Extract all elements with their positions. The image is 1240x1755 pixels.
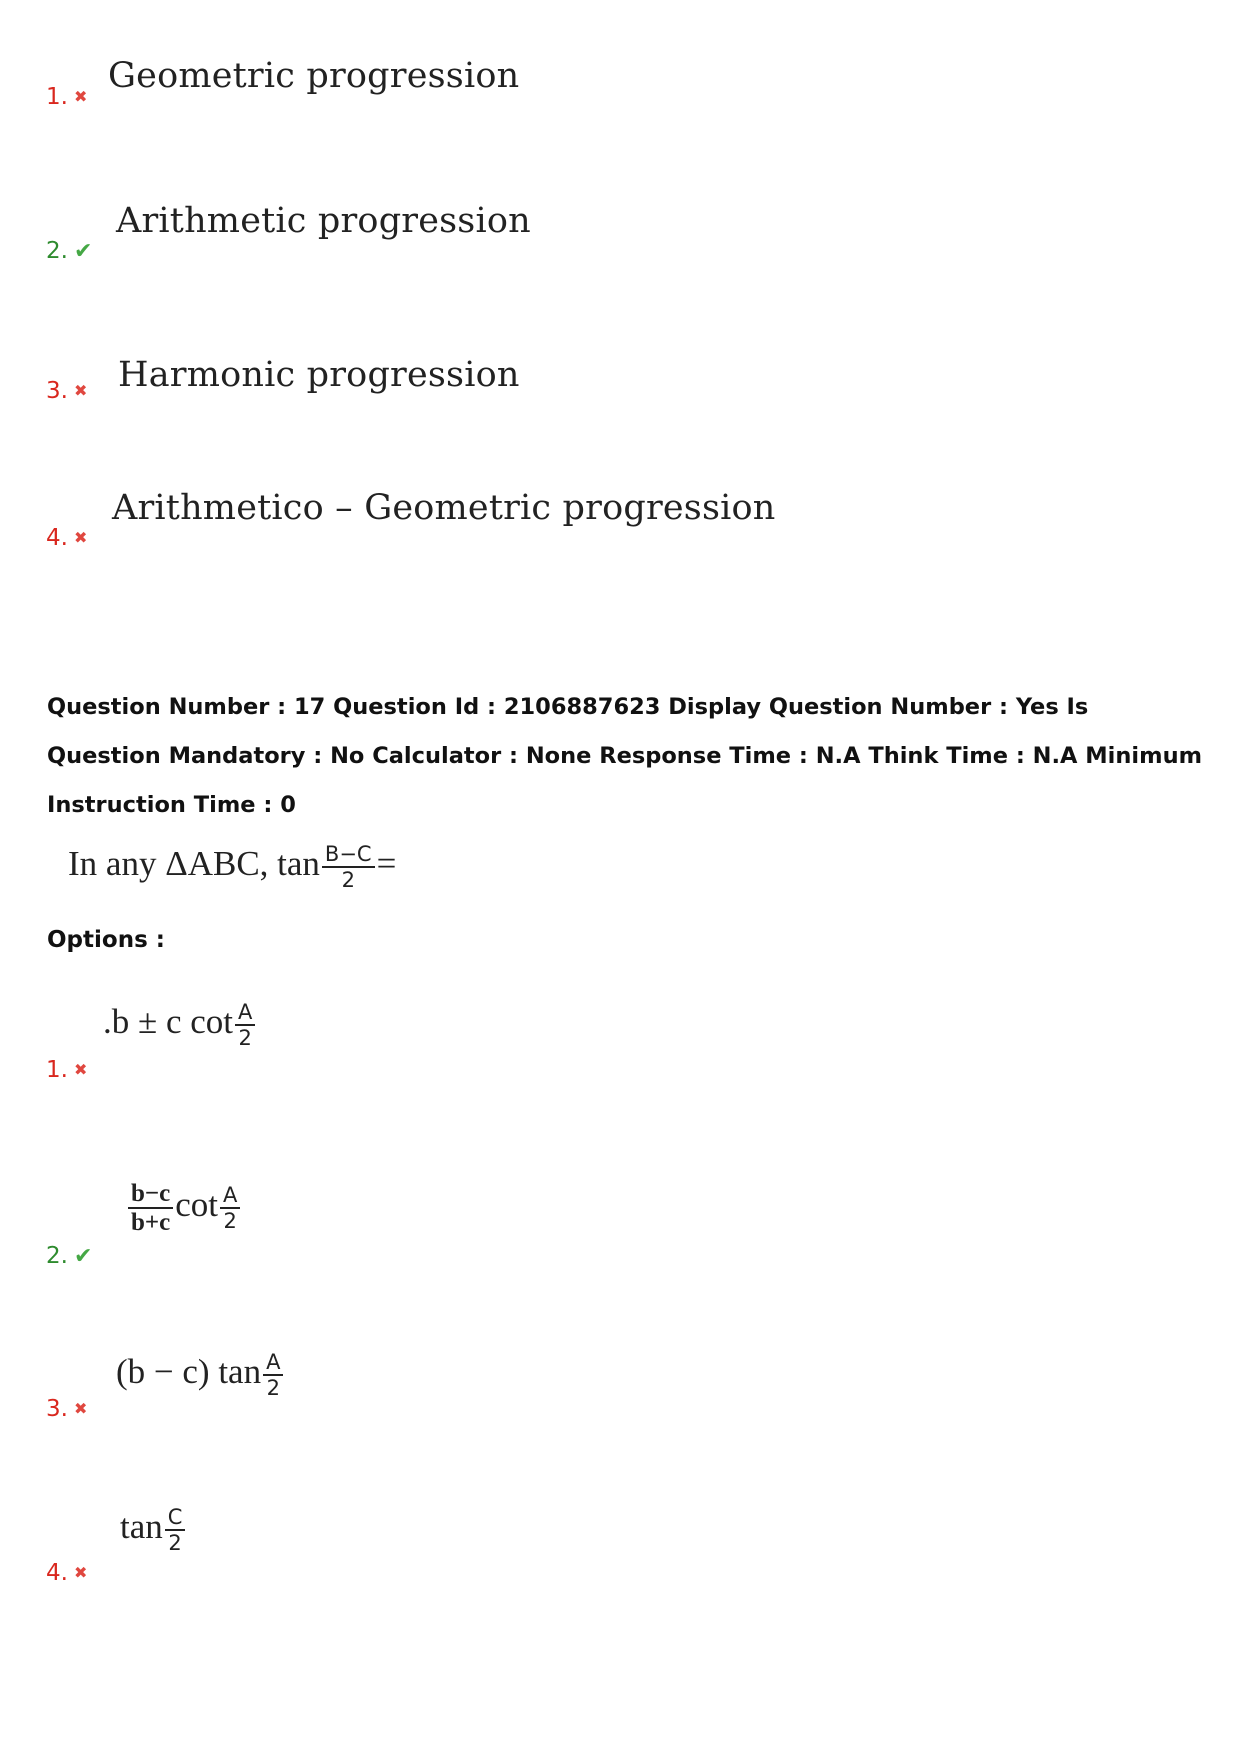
option-1-prefix: .b ± c cot	[103, 1002, 234, 1042]
cross-mark-icon: ✖	[73, 1563, 88, 1582]
option-2-fraction	[220, 1183, 240, 1233]
question-stem	[68, 842, 396, 892]
option-1-fraction	[235, 1000, 255, 1050]
stem-fraction-denominator: 2	[341, 868, 355, 892]
prev-option-2-number: 2. ✔	[46, 238, 93, 264]
stem-fraction-numerator: B−C	[322, 842, 375, 868]
stem-fraction	[322, 842, 375, 892]
option-3-fraction	[263, 1350, 283, 1400]
cross-mark-icon: ✖	[73, 528, 88, 547]
prev-option-4-number: 4. ✖	[46, 525, 88, 551]
cross-mark-icon: ✖	[73, 381, 88, 400]
option-2-expression	[126, 1180, 242, 1236]
option-2-function: cot	[175, 1185, 219, 1225]
option-4-fraction	[165, 1505, 186, 1555]
option-4-fraction-denominator: 2	[168, 1531, 182, 1555]
prev-option-1-number: 1. ✖	[46, 84, 88, 110]
option-2-fraction-numerator: A	[220, 1183, 240, 1209]
option-1-number: 1. ✖	[46, 1057, 88, 1083]
option-2-lead-numerator: b−c	[128, 1180, 173, 1209]
stem-prefix: In any ΔABC, tan	[68, 844, 320, 884]
prev-option-2-text: Arithmetic progression	[116, 201, 531, 241]
option-2-lead-denominator: b+c	[131, 1209, 171, 1236]
check-mark-icon: ✔	[73, 239, 93, 264]
check-mark-icon: ✔	[73, 1244, 93, 1269]
prev-option-1-text: Geometric progression	[108, 56, 520, 96]
option-2-number: 2. ✔	[46, 1243, 93, 1269]
option-3-fraction-numerator: A	[263, 1350, 283, 1376]
prev-option-3-text: Harmonic progression	[118, 355, 520, 395]
option-1-fraction-denominator: 2	[238, 1026, 252, 1050]
cross-mark-icon: ✖	[73, 1060, 88, 1079]
option-1-expression	[103, 1000, 257, 1050]
option-3-fraction-denominator: 2	[266, 1376, 280, 1400]
options-label: Options :	[47, 927, 165, 953]
option-4-fraction-numerator: C	[165, 1505, 186, 1531]
option-4-number: 4. ✖	[46, 1560, 88, 1586]
option-2-lead-fraction	[128, 1180, 173, 1236]
option-3-expression	[116, 1350, 285, 1400]
option-2-fraction-denominator: 2	[223, 1209, 237, 1233]
prev-option-3-number: 3. ✖	[46, 378, 88, 404]
question-meta: Question Number : 17 Question Id : 2106887623 Display Question Number : Yes Is Question Mandatory : No Calculator : None Response Time : N.A Think Time : N.A Minimum Instruction Time : 0	[47, 694, 1203, 818]
option-1-fraction-numerator: A	[235, 1000, 255, 1026]
prev-option-4-text: Arithmetico – Geometric progression	[112, 488, 776, 528]
cross-mark-icon: ✖	[73, 87, 88, 106]
option-3-number: 3. ✖	[46, 1396, 88, 1422]
option-4-expression	[120, 1505, 187, 1555]
option-3-prefix: (b − c) tan	[116, 1352, 262, 1392]
stem-suffix: =	[376, 844, 397, 884]
option-4-prefix: tan	[120, 1507, 163, 1547]
cross-mark-icon: ✖	[73, 1399, 88, 1418]
